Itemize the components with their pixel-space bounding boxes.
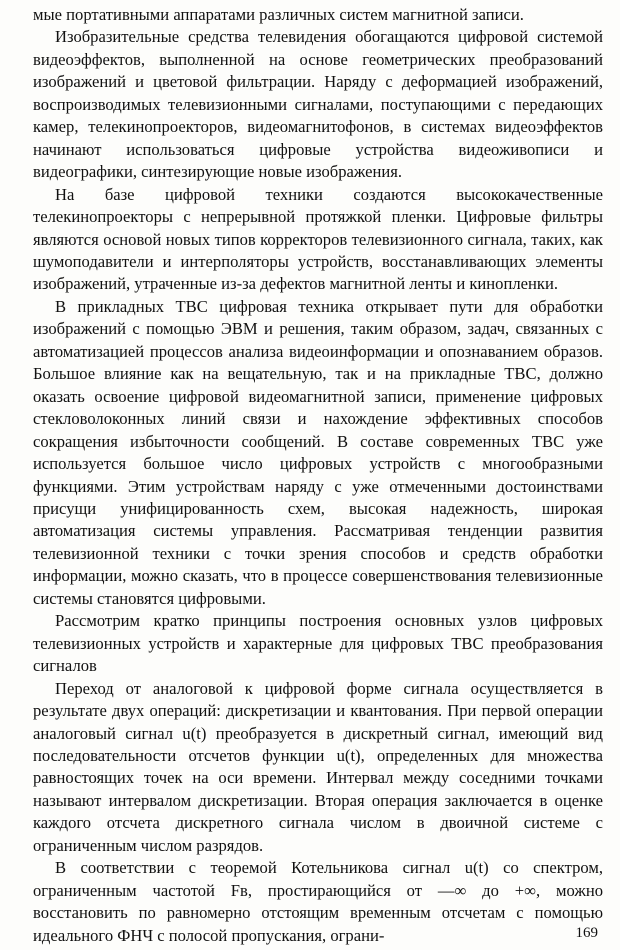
paragraph-continuation: мые портативными аппаратами различных систем магнитной записи. — [33, 5, 524, 24]
paragraph-video-effects: Изобразительные средства телевидения обогащаются цифровой системой видеоэффектов, выполненной на основе геометрических преобразований изображений и цветовой фильтрации. Наряду с деформацией изображений, воспроизводимых телевизионными сигналами, поступающими с передающих камер, телекинопроекторов, видеомагнитофонов, в системах видеоэффектов начинают использоваться цифровые устройства видеоживописи и видеографики, синтезирующие новые изображения. — [33, 27, 603, 182]
page-number: 169 — [575, 925, 598, 941]
paragraph-telecine: На базе цифровой техники создаются высококачественные телекинопроекторы с непрерывной протяжкой пленки. Цифровые фильтры являются основой новых типов корректоров телевизионного сигнала, таких, как шумоподавители и интерполяторы устройств, восстанавливающих элементы изображений, утраченные из-за дефектов магнитной ленты и кинопленки. — [33, 184, 603, 294]
paragraph-kotelnikov: В соответствии с теоремой Котельникова сигнал u(t) со спектром, ограниченным частотой Fв, простирающийся от —∞ до +∞, можно восстановить по равномерно отстоящим временным отсчетам с помощью идеального ФНЧ с полосой пропускания, ограни- — [33, 858, 603, 945]
paragraph-applied-tvs: В прикладных ТВС цифровая техника открывает пути для обработки изображений с помощью ЭВМ и решения, таким образом, задач, связанных с автоматизацией процессов анализа видеоинформации и опознаванием образов. Большое влияние как на вещательную, так и на прикладные ТВС, должно оказать освоение цифровой видеомагнитной записи, применение цифровых стекловолоконных линий связи и нахождение эффективных способов сокращения избыточности сообщений. В составе современных ТВС уже используется большое число цифровых устройств с многообразными функциями. Этим устройствам наряду с уже отмеченными достоинствами присущи унифицированность схем, высокая надежность, широкая автоматизация системы управления. Рассматривая тенденции развития телевизионной техники с точки зрения способов и средств обработки информации, можно сказать, что в процессе совершенствования телевизионные системы становятся цифровыми. — [33, 296, 603, 608]
body-text — [33, 4, 603, 947]
paragraph-analog-to-digital: Переход от аналоговой к цифровой форме сигнала осуществляется в результате двух операций: дискретизации и квантования. При первой операции аналоговый сигнал u(t) преобразуется в дискретный сигнал, имеющий вид последовательности отсчетов функции u(t), определенных для множества равностоящих точек на оси времени. Интервал между соседними точками называют интервалом дискретизации. Вторая операция заключается в оценке каждого отсчета дискретного сигнала числом в двоичной системе с ограниченным числом разрядов. — [33, 678, 603, 855]
paragraph-principles: Рассмотрим кратко принципы построения основных узлов цифровых телевизионных устройств и характерные для цифровых ТВС преобразования сигналов — [33, 611, 603, 676]
